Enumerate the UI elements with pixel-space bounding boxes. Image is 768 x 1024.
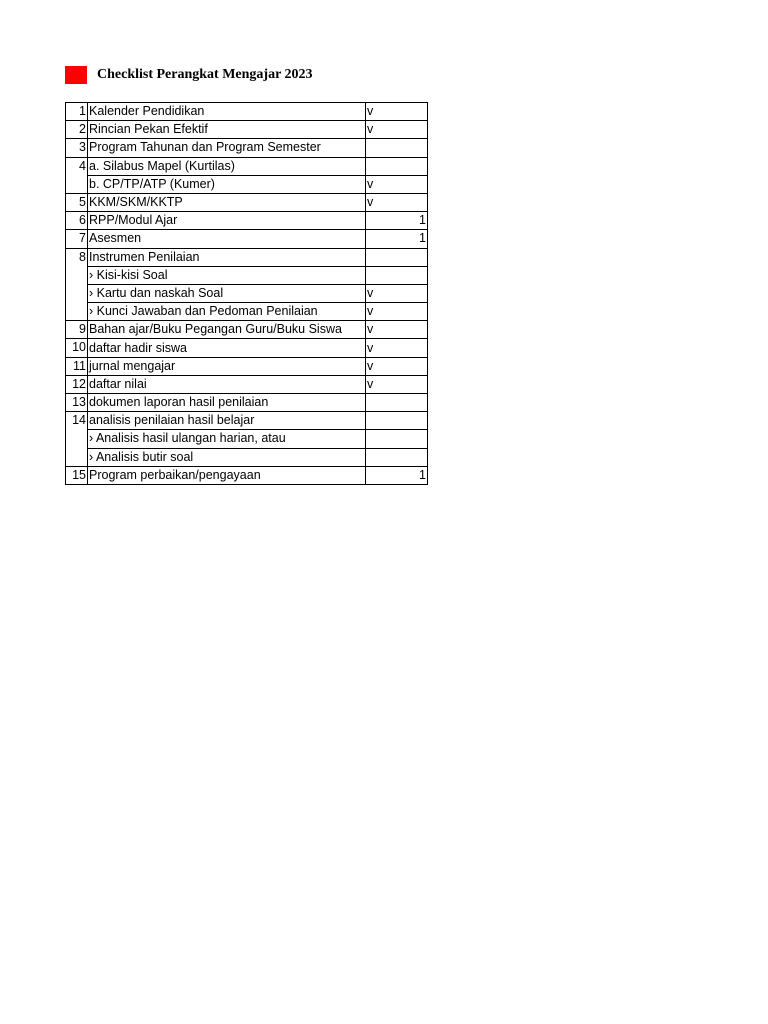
table-row — [66, 284, 428, 302]
row-number: 8 — [66, 248, 88, 321]
item-label: KKM/SKM/KKTP — [88, 193, 366, 211]
check-mark-cell — [366, 266, 428, 284]
item-label: analisis penilaian hasil belajar — [88, 412, 366, 430]
table-row — [66, 412, 428, 430]
table-row — [66, 357, 428, 375]
row-number: 1 — [66, 103, 88, 121]
table-row — [66, 175, 428, 193]
item-label: Asesmen — [88, 230, 366, 248]
item-label: b. CP/TP/ATP (Kumer) — [88, 175, 366, 193]
item-label: › Analisis butir soal — [88, 448, 366, 466]
table-row — [66, 430, 428, 448]
row-number: 12 — [66, 375, 88, 393]
table-row — [66, 212, 428, 230]
table-row — [66, 157, 428, 175]
table-row — [66, 394, 428, 412]
item-label: Program Tahunan dan Program Semester — [88, 139, 366, 157]
check-mark-cell: v — [366, 193, 428, 211]
check-mark-cell: v — [366, 321, 428, 339]
row-number: 9 — [66, 321, 88, 339]
row-number: 14 — [66, 412, 88, 467]
row-number: 2 — [66, 121, 88, 139]
check-mark-cell: v — [366, 175, 428, 193]
item-label: › Kisi-kisi Soal — [88, 266, 366, 284]
table-row — [66, 375, 428, 393]
table-row — [66, 339, 428, 357]
check-mark-cell — [366, 412, 428, 430]
check-mark-cell — [366, 394, 428, 412]
item-label: Kalender Pendidikan — [88, 103, 366, 121]
row-number: 7 — [66, 230, 88, 248]
table-row — [66, 103, 428, 121]
check-mark-cell: v — [366, 284, 428, 302]
table-row — [66, 321, 428, 339]
check-mark-cell: v — [366, 303, 428, 321]
table-row — [66, 139, 428, 157]
check-mark-cell — [366, 157, 428, 175]
item-label: › Kunci Jawaban dan Pedoman Penilaian — [88, 303, 366, 321]
row-number: 10 — [66, 339, 88, 357]
checklist-table — [65, 102, 428, 485]
check-mark-cell: 1 — [366, 212, 428, 230]
red-marker — [65, 66, 87, 84]
check-mark-cell: v — [366, 357, 428, 375]
table-row — [66, 448, 428, 466]
item-label: Rincian Pekan Efektif — [88, 121, 366, 139]
check-mark-cell: 1 — [366, 466, 428, 484]
item-label: › Analisis hasil ulangan harian, atau — [88, 430, 366, 448]
item-label: daftar hadir siswa — [88, 339, 366, 357]
check-mark-cell: v — [366, 339, 428, 357]
item-label: Program perbaikan/pengayaan — [88, 466, 366, 484]
table-row — [66, 121, 428, 139]
check-mark-cell: v — [366, 103, 428, 121]
table-row — [66, 248, 428, 266]
check-mark-cell — [366, 248, 428, 266]
check-mark-cell: v — [366, 375, 428, 393]
item-label: daftar nilai — [88, 375, 366, 393]
row-number: 6 — [66, 212, 88, 230]
item-label: › Kartu dan naskah Soal — [88, 284, 366, 302]
item-label: a. Silabus Mapel (Kurtilas) — [88, 157, 366, 175]
check-mark-cell — [366, 430, 428, 448]
item-label: dokumen laporan hasil penilaian — [88, 394, 366, 412]
row-number: 5 — [66, 193, 88, 211]
row-number: 15 — [66, 466, 88, 484]
table-row — [66, 303, 428, 321]
table-row — [66, 193, 428, 211]
row-number: 13 — [66, 394, 88, 412]
item-label: Bahan ajar/Buku Pegangan Guru/Buku Siswa — [88, 321, 366, 339]
row-number: 3 — [66, 139, 88, 157]
title-row — [65, 65, 313, 84]
table-row — [66, 466, 428, 484]
row-number: 4 — [66, 157, 88, 193]
item-label: RPP/Modul Ajar — [88, 212, 366, 230]
page-title: Checklist Perangkat Mengajar 2023 — [97, 66, 313, 82]
item-label: Instrumen Penilaian — [88, 248, 366, 266]
item-label: jurnal mengajar — [88, 357, 366, 375]
check-mark-cell — [366, 139, 428, 157]
row-number: 11 — [66, 357, 88, 375]
check-mark-cell: v — [366, 121, 428, 139]
table-row — [66, 266, 428, 284]
table-row — [66, 230, 428, 248]
check-mark-cell: 1 — [366, 230, 428, 248]
check-mark-cell — [366, 448, 428, 466]
checklist-body — [66, 103, 428, 485]
